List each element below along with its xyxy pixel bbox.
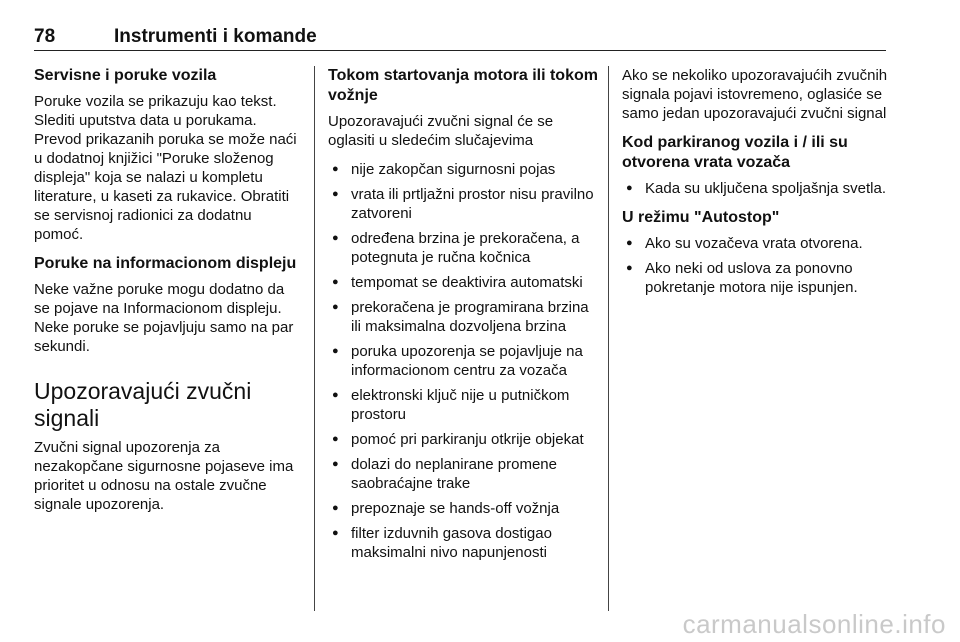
- heading-warning-chimes: Upozoravajući zvučni signali: [34, 378, 252, 431]
- list-item: ● dolazi do neplanirane promene saobraćajne trake: [328, 455, 598, 493]
- list-item: ● elektronski ključ nije u putničkom prostoru: [328, 386, 598, 424]
- list-item: ● vrata ili prtljažni prostor nisu pravilno zatvoreni: [328, 185, 598, 223]
- list-item: ● prekoračena je programirana brzina ili maksimalna dozvoljena brzina: [328, 298, 598, 336]
- paragraph-warning-chimes: Zvučni signal upozorenja za nezakopčane sigurnosne pojaseve ima prioritet u odnosu na ostale zvučne signale upozorenja.: [34, 439, 294, 513]
- paragraph-service-messages: Poruke vozila se prikazuju kao tekst. Slediti uputstva data u porukama. Prevod prikazanih poruka se može naći u dodatnoj knjižici "Poruke složenog displeja" koja se nalazi u kompletu literature, u kaseti za rukavice. Obratiti se servisnoj radionici za dodatnu pomoć.: [34, 93, 297, 243]
- list-item: ● pomoć pri parkiranju otkrije objekat: [328, 430, 598, 449]
- page-number: 78: [34, 26, 56, 47]
- watermark: carmanualsonline.info: [682, 609, 946, 639]
- column-2: [328, 66, 598, 612]
- column-1: [34, 66, 304, 612]
- column-divider: [314, 66, 315, 611]
- chapter-title: Instrumenti i komande: [114, 26, 317, 47]
- list-item: ● određena brzina je prekoračena, a potegnuta je ručna kočnica: [328, 229, 598, 267]
- autostop-conditions-list: [622, 234, 892, 297]
- heading-info-display: Poruke na informacionom displeju: [34, 255, 297, 272]
- heading-service-messages: Servisne i poruke vozila: [34, 67, 217, 84]
- paragraph-info-display: Neke važne poruke mogu dodatno da se pojave na Informacionom displeju. Neke poruke se pojavljuju samo na par sekundi.: [34, 281, 294, 355]
- column-3: [622, 66, 892, 612]
- warning-conditions-list: [328, 160, 598, 562]
- list-item: ● Kada su uključena spoljašnja svetla.: [622, 179, 892, 198]
- column-divider: [608, 66, 609, 611]
- parked-conditions-list: [622, 179, 892, 198]
- heading-parked-vehicle: Kod parkiranog vozila i / ili su otvorena vrata vozača: [622, 134, 848, 171]
- list-item: ● nije zakopčan sigurnosni pojas: [328, 160, 598, 179]
- paragraph-engine-start: Upozoravajući zvučni signal će se oglasiti u sledećim slučajevima: [328, 113, 554, 149]
- list-item: ● Ako su vozačeva vrata otvorena.: [622, 234, 892, 253]
- paragraph-multiple-chimes: Ako se nekoliko upozoravajućih zvučnih signala pojavi istovremeno, oglasiće se samo jedan upozoravajući zvučni signal: [622, 67, 888, 122]
- page-header: [34, 26, 886, 51]
- list-item: ● filter izduvnih gasova dostigao maksimalni nivo napunjenosti: [328, 524, 598, 562]
- list-item: ● prepoznaje se hands-off vožnja: [328, 499, 598, 518]
- heading-autostop: U režimu "Autostop": [622, 209, 780, 226]
- list-item: ● poruka upozorenja se pojavljuje na informacionom centru za vozača: [328, 342, 598, 380]
- list-item: ● tempomat se deaktivira automatski: [328, 273, 598, 292]
- heading-engine-start: Tokom startovanja motora ili tokom vožnje: [328, 67, 598, 104]
- list-item: ● Ako neki od uslova za ponovno pokretanje motora nije ispunjen.: [622, 259, 892, 297]
